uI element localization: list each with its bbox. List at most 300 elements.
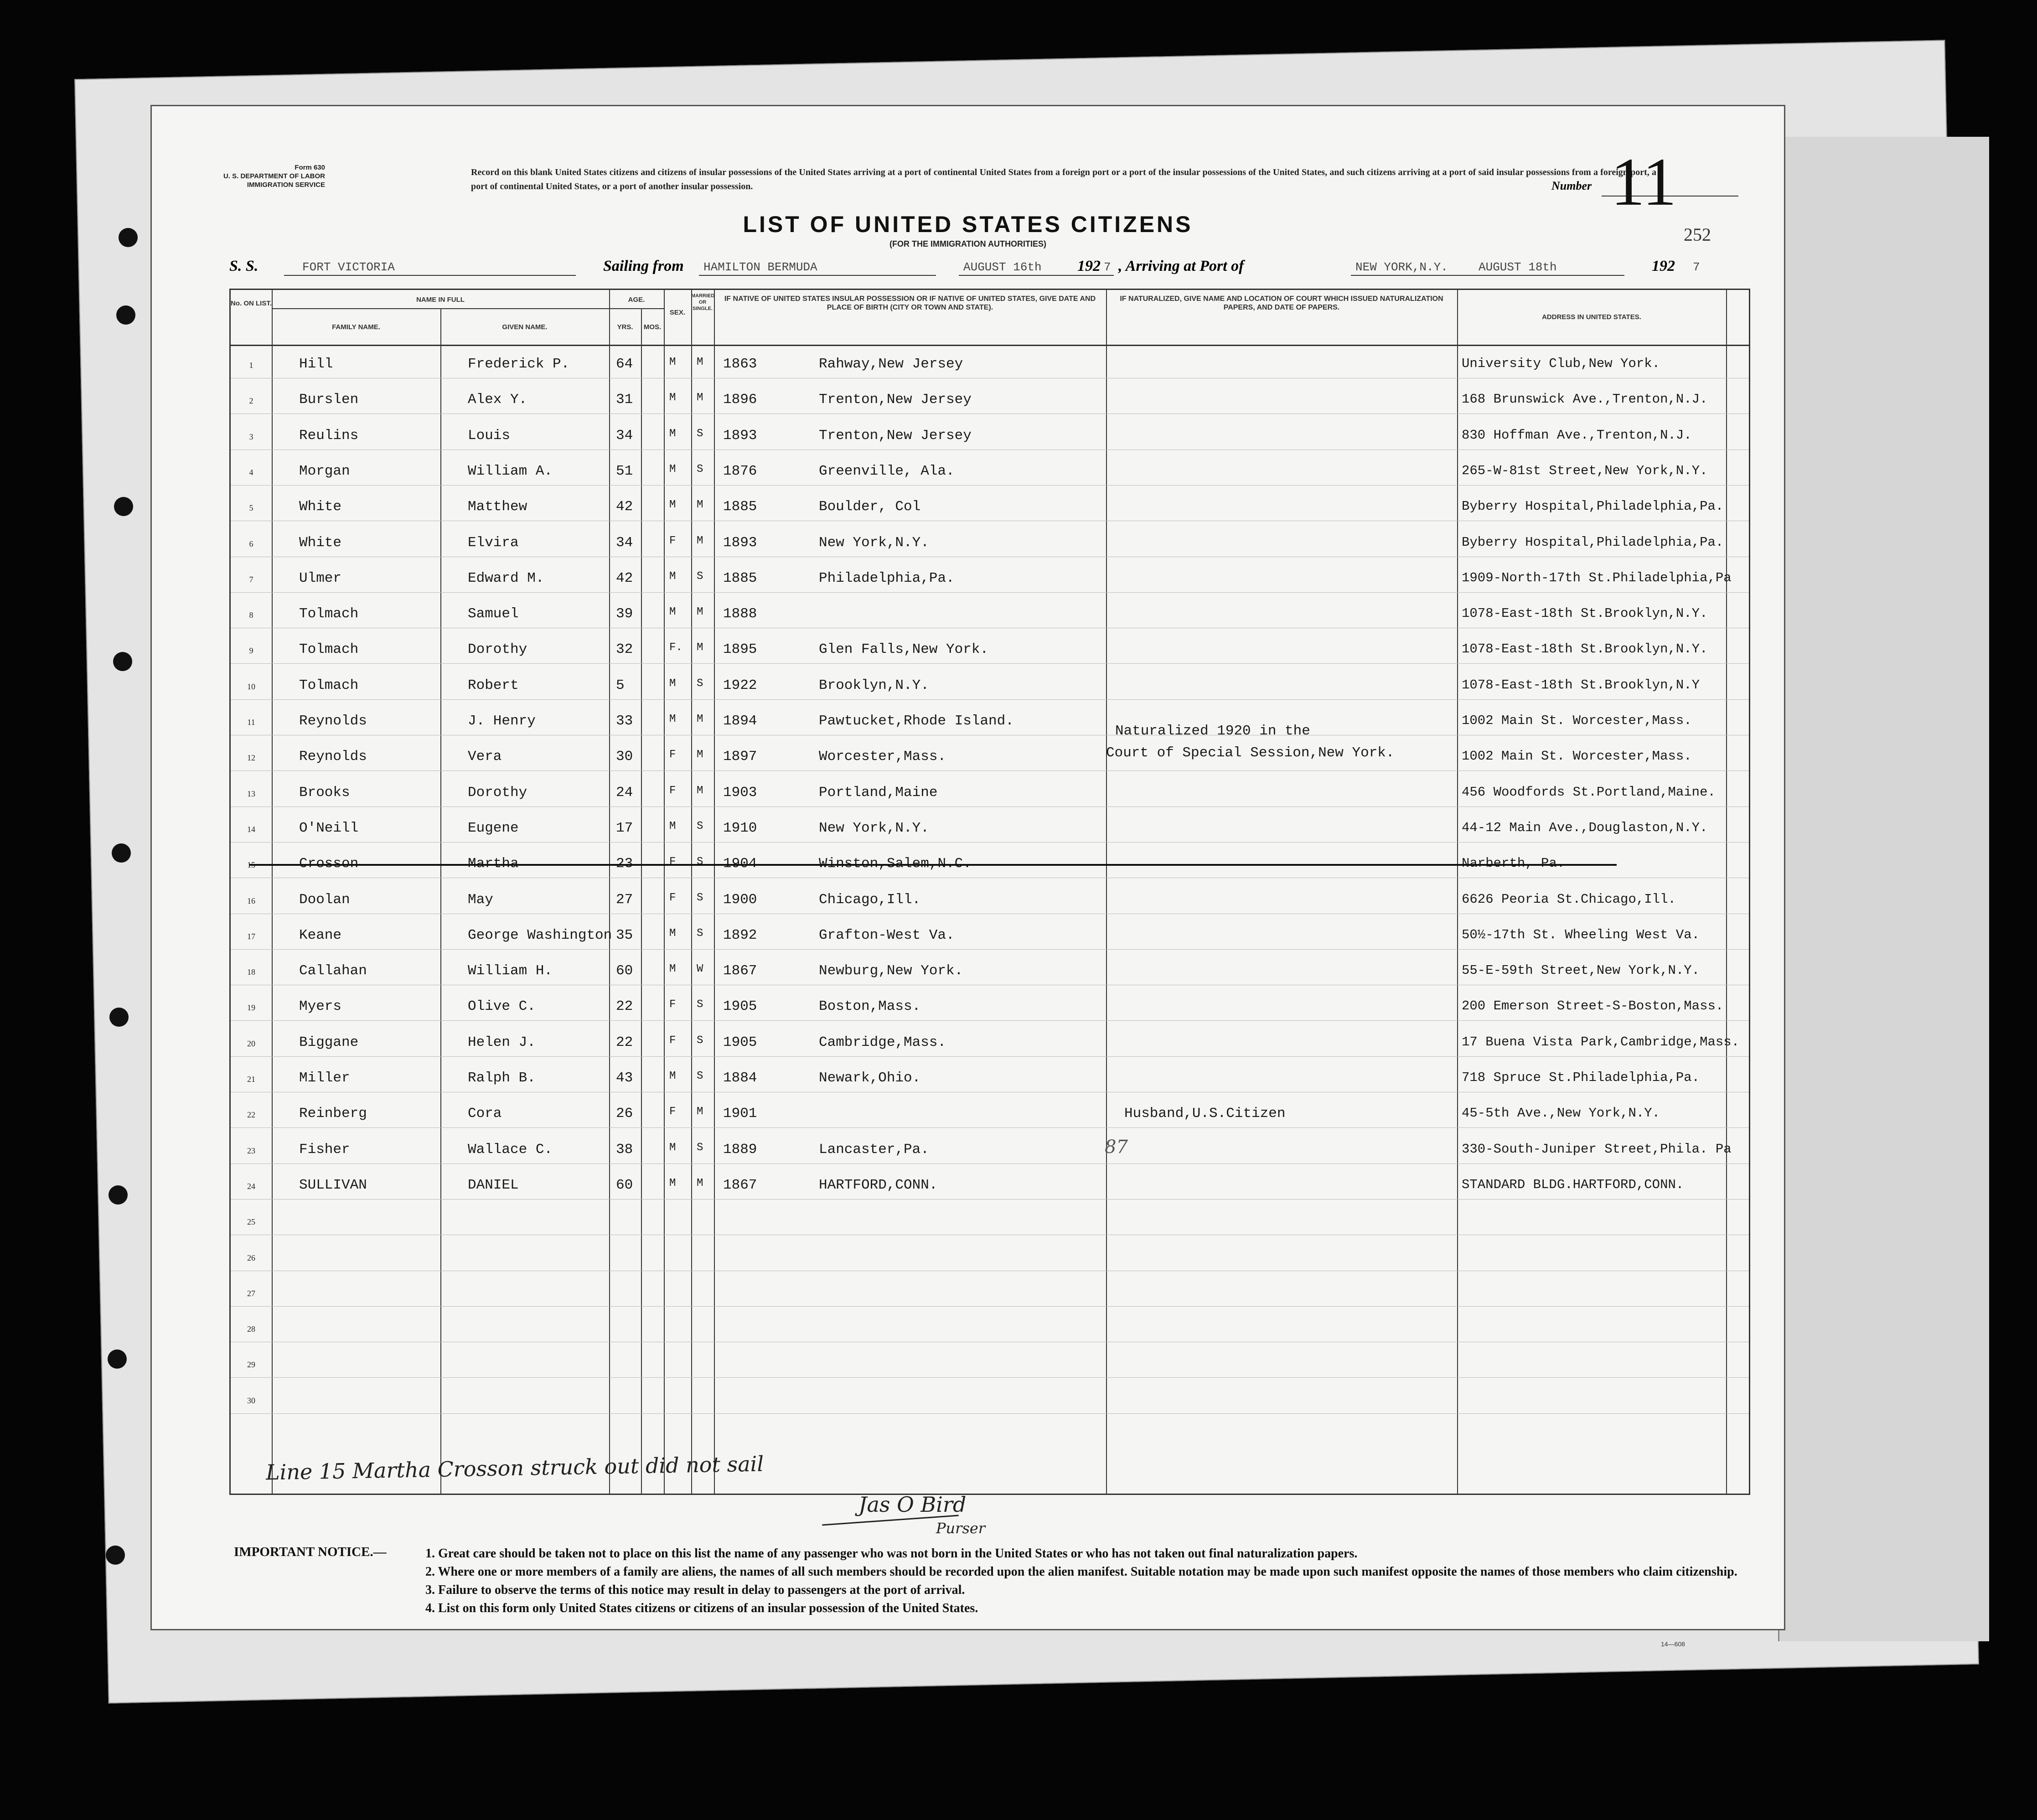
family-name-cell: Reynolds — [299, 713, 367, 729]
marital-status-cell: S — [697, 570, 703, 583]
marital-status-cell: M — [697, 392, 703, 404]
punch-hole — [109, 1008, 129, 1027]
marital-status-cell: M — [697, 713, 703, 725]
row-number: 4 — [249, 467, 253, 477]
family-name-cell: Doolan — [299, 891, 350, 908]
row-rule — [231, 1377, 1749, 1378]
notice-heading: IMPORTANT NOTICE.— — [234, 1545, 387, 1559]
family-name-cell: Hill — [299, 356, 333, 372]
birth-year-cell: 1895 — [723, 641, 757, 658]
age-years-cell: 26 — [616, 1106, 633, 1122]
sex-cell: M — [669, 927, 676, 940]
family-name-cell: Crosson — [299, 856, 359, 872]
date-underline — [959, 275, 1114, 276]
row-number: 26 — [247, 1253, 255, 1262]
col-header-family: FAMILY NAME. — [332, 323, 380, 331]
birth-place-cell: New York,N.Y. — [819, 820, 929, 836]
row-number: 24 — [247, 1181, 255, 1191]
punch-hole — [108, 1349, 127, 1369]
col-divider — [714, 290, 715, 1494]
address-cell: 265-W-81st Street,New York,N.Y. — [1462, 463, 1708, 478]
birth-year-cell: 1884 — [723, 1070, 757, 1086]
marital-status-cell: M — [697, 641, 703, 654]
row-number: 15 — [247, 860, 255, 870]
row-number: 22 — [247, 1110, 255, 1120]
col-divider — [1726, 290, 1727, 1494]
birth-year-cell: 1888 — [723, 606, 757, 622]
page-title: LIST OF UNITED STATES CITIZENS — [743, 212, 1193, 237]
row-number: 3 — [249, 432, 253, 441]
age-years-cell: 42 — [616, 570, 633, 586]
row-rule — [231, 1306, 1749, 1307]
col-header-address: ADDRESS IN UNITED STATES. — [1542, 313, 1641, 321]
family-name-cell: Morgan — [299, 463, 350, 479]
family-name-cell: Tolmach — [299, 677, 359, 693]
age-years-cell: 35 — [616, 927, 633, 943]
row-rule — [231, 485, 1749, 486]
age-years-cell: 32 — [616, 641, 633, 658]
sex-cell: M — [669, 713, 676, 725]
birth-place-cell: HARTFORD,CONN. — [819, 1177, 938, 1193]
form-service: IMMIGRATION SERVICE — [247, 181, 325, 189]
given-name-cell: DANIEL — [468, 1177, 519, 1193]
given-name-cell: May — [468, 891, 493, 908]
birth-year-cell: 1910 — [723, 820, 757, 836]
address-cell: University Club,New York. — [1462, 356, 1660, 371]
address-cell: 17 Buena Vista Park,Cambridge,Mass. — [1462, 1034, 1740, 1050]
birth-place-cell: Grafton-West Va. — [819, 927, 955, 943]
row-number: 21 — [247, 1075, 255, 1084]
form-code: 14—608 — [1661, 1640, 1685, 1648]
given-name-cell: Edward M. — [468, 570, 544, 586]
col-header-given: GIVEN NAME. — [502, 323, 548, 331]
background-sheet-edge — [1778, 137, 1989, 1641]
address-cell: 456 Woodfords St.Portland,Maine. — [1462, 784, 1716, 800]
given-name-cell: Elvira — [468, 534, 519, 551]
family-name-cell: Callahan — [299, 963, 367, 979]
row-number: 11 — [247, 718, 255, 727]
row-number: 13 — [247, 789, 255, 798]
age-years-cell: 39 — [616, 606, 633, 622]
birth-year-cell: 1905 — [723, 1034, 757, 1050]
sex-cell: M — [669, 356, 676, 368]
sex-cell: M — [669, 820, 676, 832]
marital-status-cell: S — [697, 856, 703, 869]
birth-place-cell: Pawtucket,Rhode Island. — [819, 713, 1014, 729]
col-divider — [440, 308, 441, 1494]
row-number: 25 — [247, 1217, 255, 1227]
address-cell: 45-5th Ave.,New York,N.Y. — [1462, 1106, 1660, 1121]
address-cell: 1078-East-18th St.Brooklyn,N.Y — [1462, 677, 1700, 693]
sex-cell: M — [669, 606, 676, 619]
marital-status-cell: S — [697, 891, 703, 904]
given-name-cell: Frederick P. — [468, 356, 570, 372]
birth-place-cell: Brooklyn,N.Y. — [819, 677, 929, 693]
address-cell: 55-E-59th Street,New York,N.Y. — [1462, 963, 1700, 978]
punch-hole — [112, 843, 131, 863]
marital-status-cell: S — [697, 1070, 703, 1082]
col-header-mos: MOS. — [643, 323, 662, 331]
age-years-cell: 34 — [616, 534, 633, 551]
marital-status-cell: S — [697, 1034, 703, 1047]
given-name-cell: Alex Y. — [468, 392, 527, 408]
departure-underline — [699, 275, 936, 276]
birth-year-cell: 1867 — [723, 1177, 757, 1193]
sex-cell: M — [669, 1177, 676, 1189]
age-years-cell: 31 — [616, 392, 633, 408]
strikethrough-line — [249, 864, 1617, 866]
col-divider — [641, 308, 642, 1494]
birth-place-cell: Trenton,New Jersey — [819, 427, 972, 444]
given-name-cell: Wallace C. — [468, 1141, 553, 1158]
family-name-cell: Biggane — [299, 1034, 359, 1050]
row-rule — [231, 949, 1749, 950]
birth-place-cell: Cambridge,Mass. — [819, 1034, 946, 1050]
family-name-cell: Myers — [299, 998, 342, 1015]
col-divider — [1457, 290, 1458, 1494]
marital-status-cell: S — [697, 1141, 703, 1154]
row-rule — [231, 1199, 1749, 1200]
header-bottom-rule — [231, 345, 1749, 346]
marital-status-cell: M — [697, 1177, 703, 1189]
sex-cell: M — [669, 570, 676, 583]
address-cell: 1078-East-18th St.Brooklyn,N.Y. — [1462, 641, 1708, 657]
form-number: Form 630 — [295, 164, 325, 171]
row-number: 18 — [247, 967, 255, 977]
row-number: 9 — [249, 646, 253, 656]
ss-label: S. S. — [229, 258, 259, 274]
address-cell: 168 Brunswick Ave.,Trenton,N.J. — [1462, 392, 1708, 407]
birth-place-cell: Newark,Ohio. — [819, 1070, 921, 1086]
birth-year-cell: 1922 — [723, 677, 757, 693]
row-number: 10 — [247, 682, 255, 691]
row-rule — [231, 699, 1749, 700]
birth-place-cell: Winston,Salem,N.C. — [819, 856, 972, 872]
birth-year-cell: 1900 — [723, 891, 757, 908]
col-divider — [1106, 290, 1107, 1494]
birth-year-cell: 1897 — [723, 749, 757, 765]
birth-year-cell: 1876 — [723, 463, 757, 479]
marital-status-cell: M — [697, 1106, 703, 1118]
address-cell: 830 Hoffman Ave.,Trenton,N.J. — [1462, 427, 1692, 443]
age-years-cell: 22 — [616, 1034, 633, 1050]
punch-hole — [113, 652, 132, 671]
punch-hole — [106, 1546, 125, 1565]
birth-place-cell: Lancaster,Pa. — [819, 1141, 929, 1158]
birth-place-cell: Chicago,Ill. — [819, 891, 921, 908]
col-header-sex: SEX. — [669, 309, 686, 316]
col-divider — [664, 290, 665, 1494]
row-number: 17 — [247, 931, 255, 941]
col-header-birth: IF NATIVE OF UNITED STATES INSULAR POSSESSION OR IF NATIVE OF UNITED STATES, GIVE DATE AND PLACE OF BIRTH (CITY OR TOWN AND STATE). — [724, 295, 1096, 311]
birth-year-cell: 1894 — [723, 713, 757, 729]
arrival-year-suffix: 7 — [1693, 260, 1700, 274]
row-number: 2 — [249, 396, 253, 406]
sex-cell: F — [669, 784, 676, 797]
given-name-cell: Dorothy — [468, 784, 527, 801]
birth-year-cell: 1901 — [723, 1106, 757, 1122]
departure-date: AUGUST 16th — [963, 260, 1042, 274]
sex-cell: F — [669, 1106, 676, 1118]
address-cell: 718 Spruce St.Philadelphia,Pa. — [1462, 1070, 1700, 1085]
address-cell: 1002 Main St. Worcester,Mass. — [1462, 713, 1692, 728]
birth-year-cell: 1896 — [723, 392, 757, 408]
sex-cell: M — [669, 963, 676, 976]
address-cell: 330-South-Juniper Street,Phila. Pa — [1462, 1141, 1732, 1157]
birth-year-cell: 1893 — [723, 534, 757, 551]
birth-year-cell: 1905 — [723, 998, 757, 1015]
marital-status-cell: M — [697, 499, 703, 512]
row-rule — [231, 1056, 1749, 1057]
age-years-cell: 38 — [616, 1141, 633, 1158]
row-number: 14 — [247, 824, 255, 834]
given-name-cell: Matthew — [468, 499, 527, 515]
age-years-cell: 43 — [616, 1070, 633, 1086]
age-years-cell: 27 — [616, 891, 633, 908]
address-cell: Byberry Hospital,Philadelphia,Pa. — [1462, 534, 1724, 550]
sex-cell: F — [669, 891, 676, 904]
row-number: 16 — [247, 896, 255, 905]
sex-cell: M — [669, 1070, 676, 1082]
marital-status-cell: S — [697, 677, 703, 690]
age-years-cell: 34 — [616, 427, 633, 444]
birth-place-cell: Glen Falls,New York. — [819, 641, 989, 658]
row-rule — [231, 842, 1749, 843]
birth-place-cell: Trenton,New Jersey — [819, 392, 972, 408]
address-cell: 1909-North-17th St.Philadelphia,Pa — [1462, 570, 1732, 585]
birth-place-cell: Newburg,New York. — [819, 963, 963, 979]
birth-place-cell: Rahway,New Jersey — [819, 356, 963, 372]
col-divider — [609, 290, 610, 1494]
birth-year-cell: 1904 — [723, 856, 757, 872]
col-header-age: AGE. — [628, 296, 645, 304]
arrival-port: NEW YORK,N.Y. — [1355, 260, 1448, 274]
punch-hole — [109, 1185, 128, 1205]
row-number: 19 — [247, 1003, 255, 1013]
punch-hole — [116, 305, 135, 325]
given-name-cell: Dorothy — [468, 641, 527, 658]
col-divider — [691, 290, 692, 1494]
given-name-cell: Vera — [468, 749, 502, 765]
birth-place-cell: Worcester,Mass. — [819, 749, 946, 765]
ship-name: FORT VICTORIA — [302, 260, 395, 274]
departure-year-prefix: 192 — [1077, 258, 1101, 274]
age-years-cell: 17 — [616, 820, 633, 836]
age-years-cell: 24 — [616, 784, 633, 801]
family-name-cell: Brooks — [299, 784, 350, 801]
purser-title: Purser — [936, 1520, 986, 1537]
citizens-list-form — [150, 105, 1785, 1648]
marital-status-cell: M — [697, 356, 703, 368]
sex-cell: M — [669, 427, 676, 440]
col-header-naturalized: IF NATURALIZED, GIVE NAME AND LOCATION OF COURT WHICH ISSUED NATURALIZATION PAPERS, AND DATE OF PAPERS. — [1120, 295, 1443, 311]
row-rule — [231, 1163, 1749, 1164]
family-name-cell: White — [299, 499, 342, 515]
given-name-cell: George Washington — [468, 927, 612, 943]
marital-status-cell: M — [697, 534, 703, 547]
birth-year-cell: 1863 — [723, 356, 757, 372]
table-bottom-rule — [231, 1494, 1749, 1495]
arrival-date: AUGUST 18th — [1479, 260, 1557, 274]
passenger-table — [229, 289, 1750, 1495]
sex-cell: F. — [669, 641, 682, 654]
birth-year-cell: 1903 — [723, 784, 757, 801]
age-years-cell: 33 — [616, 713, 633, 729]
age-years-cell: 42 — [616, 499, 633, 515]
naturalized-cell: Husband,U.S.Citizen — [1124, 1106, 1286, 1122]
birth-year-cell: 1885 — [723, 499, 757, 515]
punch-hole — [119, 228, 138, 247]
family-name-cell: White — [299, 534, 342, 551]
row-number: 12 — [247, 753, 255, 763]
header-instructions: Record on this blank United States citizens and citizens of insular possessions of the United States arriving at a port of continental United States from a foreign port or a port of the insular possessions of the United States, and such citizens arriving at a port of said insular possessions from a foreign port, a port of continental United States, or a port of another insular possession. — [471, 167, 1656, 191]
birth-place-cell: Boston,Mass. — [819, 998, 921, 1015]
row-number: 27 — [247, 1288, 255, 1298]
row-number: 1 — [249, 361, 253, 370]
birth-place-cell: New York,N.Y. — [819, 534, 929, 551]
departure-port: HAMILTON BERMUDA — [703, 260, 817, 274]
age-years-cell: 23 — [616, 856, 633, 872]
address-cell: Narberth, Pa. — [1462, 856, 1565, 871]
row-number: 20 — [247, 1039, 255, 1048]
age-years-cell: 5 — [616, 677, 625, 693]
birth-year-cell: 1892 — [723, 927, 757, 943]
address-cell: 6626 Peoria St.Chicago,Ill. — [1462, 891, 1676, 907]
row-number: 5 — [249, 503, 253, 513]
row-rule — [231, 1020, 1749, 1021]
birth-place-cell: Greenville, Ala. — [819, 463, 955, 479]
birth-year-cell: 1893 — [723, 427, 757, 444]
given-name-cell: Samuel — [468, 606, 519, 622]
family-name-cell: Reynolds — [299, 749, 367, 765]
family-name-cell: Tolmach — [299, 641, 359, 658]
row-number: 7 — [249, 574, 253, 584]
row-rule — [231, 592, 1749, 593]
notice-items — [425, 1545, 1775, 1618]
family-name-cell: Ulmer — [299, 570, 342, 586]
birth-place-cell: Philadelphia,Pa. — [819, 570, 955, 586]
row-number: 8 — [249, 610, 253, 620]
family-name-cell: Miller — [299, 1070, 350, 1086]
marital-status-cell: S — [697, 927, 703, 940]
row-number: 30 — [247, 1396, 255, 1405]
address-cell: STANDARD BLDG.HARTFORD,CONN. — [1462, 1177, 1684, 1192]
given-name-cell: Ralph B. — [468, 1070, 536, 1086]
list-number: 11 — [1611, 144, 1677, 220]
address-cell: 1078-East-18th St.Brooklyn,N.Y. — [1462, 606, 1708, 621]
given-name-cell: Eugene — [468, 820, 519, 836]
marital-status-cell: W — [697, 963, 703, 976]
punch-hole — [114, 497, 133, 516]
notice-item: 3. Failure to observe the terms of this notice may result in delay to passengers at the port of arrival. — [425, 1583, 965, 1597]
margin-number: 87 — [1105, 1137, 1128, 1158]
birth-year-cell: 1889 — [723, 1141, 757, 1158]
family-name-cell: Keane — [299, 927, 342, 943]
given-name-cell: Robert — [468, 677, 519, 693]
given-name-cell: William A. — [468, 463, 553, 479]
age-years-cell: 51 — [616, 463, 633, 479]
birth-year-cell: 1867 — [723, 963, 757, 979]
family-name-cell: Reulins — [299, 427, 359, 444]
address-cell: 50½-17th St. Wheeling West Va. — [1462, 927, 1700, 942]
marital-status-cell: S — [697, 998, 703, 1011]
address-cell: 44-12 Main Ave.,Douglaston,N.Y. — [1462, 820, 1708, 835]
sex-cell: M — [669, 499, 676, 512]
form-id — [220, 163, 325, 189]
address-cell: 200 Emerson Street-S-Boston,Mass. — [1462, 998, 1724, 1014]
arriving-label: , Arriving at Port of — [1118, 258, 1244, 274]
birth-year-cell: 1885 — [723, 570, 757, 586]
row-rule — [231, 663, 1749, 664]
sex-cell: M — [669, 677, 676, 690]
notice-item: 2. Where one or more members of a family are aliens, the names of all such members should be recorded upon the alien manifest. Suitable notation may be made upon such manifest opposite the names of those members who claim citizenship. — [425, 1565, 1737, 1579]
sex-cell: F — [669, 1034, 676, 1047]
address-cell: 1002 Main St. Worcester,Mass. — [1462, 749, 1692, 764]
sex-cell: F — [669, 749, 676, 761]
given-name-cell: Martha — [468, 856, 519, 872]
arrival-year-prefix: 192 — [1652, 258, 1675, 274]
col-header-married: MARRIED OR SINGLE. — [691, 293, 715, 311]
family-name-cell: Fisher — [299, 1141, 350, 1158]
family-name-cell: O'Neill — [299, 820, 359, 836]
row-rule — [231, 770, 1749, 771]
age-years-cell: 60 — [616, 1177, 633, 1193]
col-divider — [272, 290, 273, 1494]
address-cell: Byberry Hospital,Philadelphia,Pa. — [1462, 499, 1724, 514]
family-name-cell: Tolmach — [299, 606, 359, 622]
marital-status-cell: M — [697, 749, 703, 761]
number-label: Number — [1551, 179, 1592, 192]
sex-cell: M — [669, 392, 676, 404]
departure-year-suffix: 7 — [1104, 260, 1111, 274]
given-name-cell: William H. — [468, 963, 553, 979]
age-years-cell: 60 — [616, 963, 633, 979]
marital-status-cell: M — [697, 606, 703, 619]
marital-status-cell: S — [697, 820, 703, 832]
sex-cell: F — [669, 998, 676, 1011]
notice-item: 4. List on this form only United States citizens or citizens of an insular possession of the United States. — [425, 1601, 978, 1615]
family-name-cell: Reinberg — [299, 1106, 367, 1122]
age-years-cell: 22 — [616, 998, 633, 1015]
sex-cell: M — [669, 463, 676, 476]
family-name-cell: SULLIVAN — [299, 1177, 367, 1193]
naturalized-note-line2: Court of Special Session,New York. — [1106, 745, 1395, 761]
given-name-cell: Cora — [468, 1106, 502, 1122]
ship-underline — [284, 275, 576, 276]
birth-place-cell: Boulder, Col — [819, 499, 921, 515]
birth-place-cell: Portland,Maine — [819, 784, 938, 801]
family-name-cell: Burslen — [299, 392, 359, 408]
naturalized-note-line1: Naturalized 1920 in the — [1115, 723, 1310, 739]
marital-status-cell: S — [697, 463, 703, 476]
handwritten-footnote: Line 15 Martha Crosson struck out did not sail — [265, 1451, 764, 1485]
notice-item: 1. Great care should be taken not to place on this list the name of any passenger who was not born in the United States or who has not taken out final naturalization papers. — [425, 1546, 1358, 1561]
row-number: 23 — [247, 1146, 255, 1155]
col-header-yrs: YRS. — [617, 323, 633, 331]
age-years-cell: 64 — [616, 356, 633, 372]
col-header-name: NAME IN FULL — [416, 296, 465, 304]
header-subrule — [272, 308, 664, 309]
page-subtitle: (FOR THE IMMIGRATION AUTHORITIES) — [889, 239, 1046, 248]
sailing-label: Sailing from — [603, 258, 684, 274]
given-name-cell: Olive C. — [468, 998, 536, 1015]
given-name-cell: Louis — [468, 427, 511, 444]
marital-status-cell: S — [697, 427, 703, 440]
row-number: 6 — [249, 539, 253, 548]
row-rule — [231, 1413, 1749, 1414]
col-header-no: No. ON LIST. — [231, 300, 272, 307]
given-name-cell: Helen J. — [468, 1034, 536, 1050]
